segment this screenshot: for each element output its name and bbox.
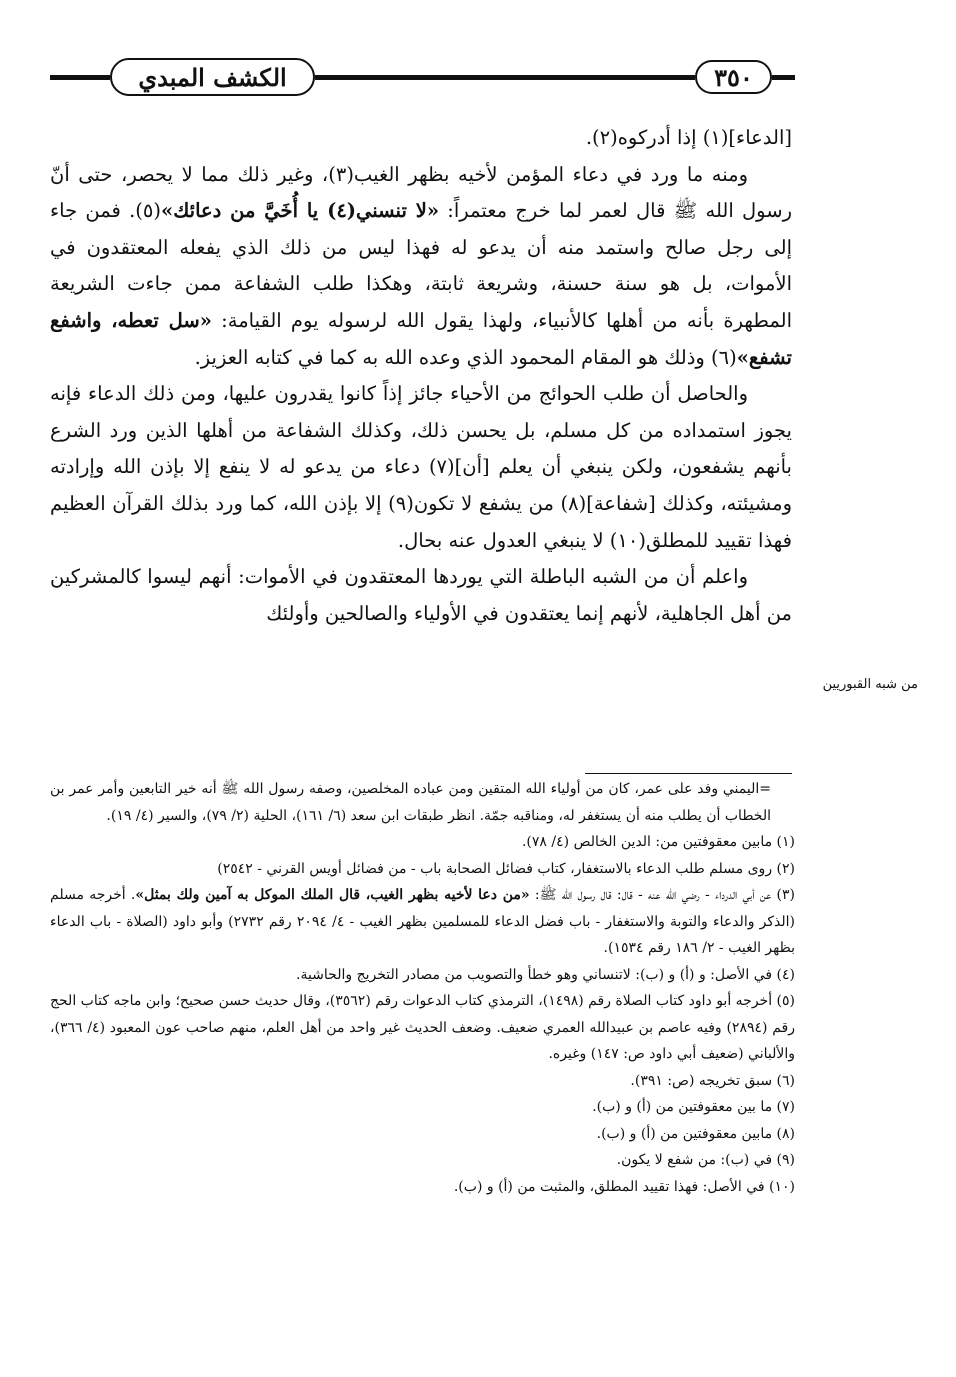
- paragraph-continuation: [الدعاء](١) إذا أدركوه(٢).: [585, 126, 792, 149]
- header-rule-left: [50, 75, 110, 80]
- main-text: [50, 120, 792, 632]
- paragraph-text: (٦) وذلك هو المقام المحمود الذي وعده الله به كما في كتابه العزيز.: [194, 345, 737, 369]
- page-number: ٣٥٠: [714, 62, 753, 92]
- hadith-quote: «سل تعطه، واشفع تشفع»: [50, 308, 792, 369]
- book-title-cartouche: [110, 58, 315, 96]
- footnote-text: (٣) عن أبي الدرداء - رضي الله عنه - قال: قال رسول الله ﷺ:: [534, 887, 796, 903]
- footnote-4: (٤) في الأصل: و (أ) و (ب): لاتنساني وهو خطأ والتصويب من مصادر التخريج والحاشية.: [296, 966, 795, 983]
- footnote-7: (٧) ما بين معقوفتين من (أ) و (ب).: [592, 1099, 795, 1115]
- footnote-continuation: =اليمني وفد على عمر، كان من أولياء الله المتقين ومن عباده المخلصين، وصفه رسول الله ﷺ أنه خير التابعين وأمر عمر بن الخطاب أن يطلب منه أن يستغفر له، ومناقبه جمّة. انظر طبقات ابن سعد (٦/ ١٦١)، الحلية (٢/ ٧٩)، والسير (٤/ ١٩).: [50, 781, 771, 824]
- footnote-6: (٦) سبق تخريجه (ص: ٣٩١).: [630, 1072, 795, 1089]
- page-number-box: [695, 60, 772, 94]
- page-header: [50, 58, 795, 98]
- footnote-9: (٩) في (ب): من شفع لا يكون.: [616, 1152, 795, 1168]
- footnote-10: (١٠) في الأصل: فهذا تقييد المطلق، والمثبت من (أ) و (ب).: [453, 1178, 795, 1195]
- footnote-3: [50, 882, 795, 962]
- header-rule-middle: [315, 75, 695, 80]
- footnote-1: (١) مابين معقوفتين من: الدين الخالص (٤/ ٧٨).: [521, 834, 795, 850]
- footnote-text: . أخرجه مسلم (الذكر والدعاء والتوبة والاستغفار - باب فضل الدعاء للمسلمين بظهر الغيب - ٤/ ٢٠٩٤ رقم ٢٧٣٢) وأبو داود (الصلاة - باب الدعاء بظهر الغيب - ٢/ ١٨٦ رقم ١٥٣٤).: [50, 887, 795, 956]
- footnotes: [50, 776, 795, 1200]
- hadith-quote: «لا تنسني(٤) يا أُخَيَّ من دعائك»: [161, 199, 440, 223]
- footnote-2: (٢) روى مسلم طلب الدعاء بالاستغفار، كتاب فضائل الصحابة باب - من فضائل أويس القرني - ٢٥٤٢): [217, 860, 795, 877]
- footnote-8: (٨) مابين معقوفتين من (أ) و (ب).: [596, 1125, 795, 1142]
- paragraph-text: (٥). فمن جاء إلى رجل صالح واستمد منه أن يدعو له فهذا ليس من ذلك الذي يفعله المعتقدون في الأموات، بل هو سنة حسنة، وشريعة ثابتة، وهكذا طلب الشفاعة ممن جاءت الشريعة المطهرة بأنه من أهلها كالأنبياء، ولهذا يقول الله لرسوله يوم القيامة:: [50, 199, 793, 332]
- footnote-5: (٥) أخرجه أبو داود كتاب الصلاة رقم (١٤٩٨)، الترمذي كتاب الدعوات رقم (٣٥٦٢)، وقال حديث حسن صحيح؛ وابن ماجه كتاب الحج رقم (٢٨٩٤) وفيه عاصم بن عبيدالله العمري ضعيف. وضعف الحديث غير واحد من أهل العلم، منهم صاحب عون المعبود (٤/ ٣٦٦)، والألباني (ضعيف أبي داود ص: ١٤٧) وغيره.: [49, 993, 796, 1062]
- footnote-separator: [585, 773, 792, 774]
- header-rule-right: [772, 75, 795, 80]
- paragraph-summary: والحاصل أن طلب الحوائج من الأحياء جائز إذاً كانوا يقدرون عليها، ومن ذلك الدعاء فإنه يجوز استمداده من كل مسلم، بل يحسن ذلك، وكذلك الشفاعة من أهلها الذين ورد الشرع بأنهم يشفعون، ولكن ينبغي أن يعلم [أن](٧) دعاء من يدعو له لا ينفع إلا بإذن الله وإرادته ومشيئته، وكذلك [شفاعة](٨) من يشفع لا تكون(٩) إلا بإذن الله، كما ورد بذلك القرآن العظيم فهذا تقييد للمطلق(١٠) لا ينبغي العدول عنه بحال.: [50, 382, 792, 552]
- paragraph-dua: [50, 157, 792, 377]
- book-title: الكشف المبدي: [138, 62, 287, 92]
- margin-note: من شبه القبوريين: [822, 677, 918, 692]
- paragraph-doubts: واعلم أن من الشبه الباطلة التي يوردها المعتقدون في الأموات: أنهم ليسوا كالمشركين من أهل الجاهلية، لأنهم إنما يعتقدون في الأولياء والصالحين وأولئك: [50, 565, 792, 625]
- footnote-hadith: «من دعا لأخيه بظهر الغيب، قال الملك الموكل به آمين ولك بمثل»: [135, 887, 530, 903]
- paragraph-text: ومنه ما ورد في دعاء المؤمن لأخيه بظهر الغيب(٣)، وغير ذلك مما لا يحصر، حتى أنّ رسول الله ﷺ قال لعمر لما خرج معتمراً:: [50, 162, 793, 223]
